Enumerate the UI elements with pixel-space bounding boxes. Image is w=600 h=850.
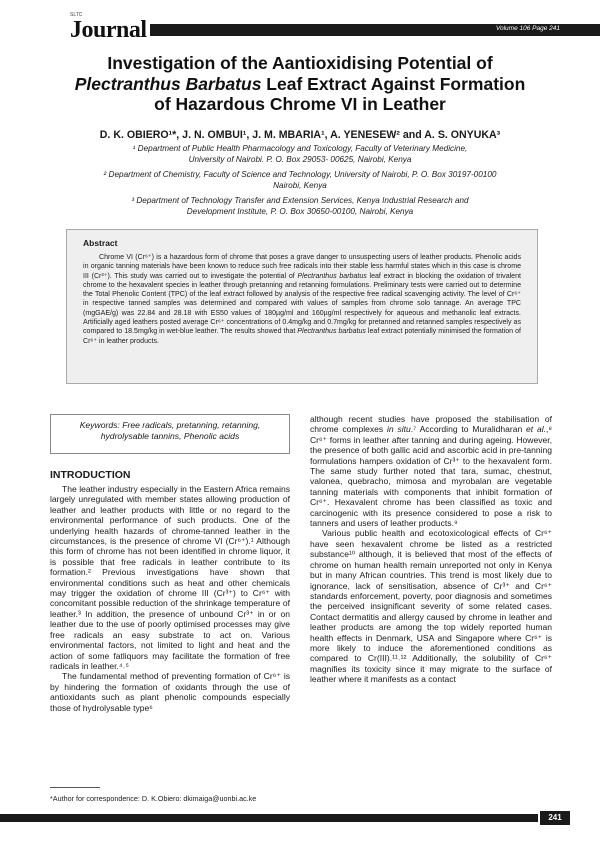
- affiliation-3: [40, 196, 560, 217]
- paragraph: [310, 414, 552, 528]
- title-line: [40, 74, 560, 95]
- abstract-seg: leaf extract in blocking the oxidation of trivalent chrome to the hexavalent species in leather through pretanning and retanning formulations. Preliminary tests were carried out to determine the Total Phenolic Content (TPC) of the leaf extract followed by analysis of the respective free radical scavenging activity. The level of Cr⁶⁺ in respective tanned samples was determined and compared with values of samples from chrome solo tannage. An average TPC (mgGAE/g) was 22.84 and 28.18 with ES50 values of 180µg/ml and 160µg/ml respectively for aqueous and methanolic leaf extracts. Artificially aged leathers posted average Cr⁶⁺ concentrations of 0.4mg/kg and 0.7mg/kg for pretanned and retanned samples respectively as compared to 18.5mg/kg in wet-blue leather. The results showed that: [83, 272, 521, 336]
- correspondence-note: *Author for correspondence: D. K.Obiero: dkimaiga@uonbi.ac.ke: [50, 794, 257, 803]
- right-column: [310, 414, 552, 685]
- affiliation-line: Development Institute, P. O. Box 30650-00100, Nairobi, Kenya: [186, 206, 414, 216]
- affiliation-line: University of Nairobi. P. O. Box 29053- 00625, Nairobi, Kenya: [188, 154, 412, 164]
- title-line-rest: Leaf Extract Against Formation: [261, 73, 526, 94]
- footer-rule: [0, 814, 538, 822]
- text-seg: ,⁸ Cr⁶⁺ forms in leather after tanning and during ageing. However, the presence of both gallic acid and ascorbic acid in pre-tanning formulations hampers oxidation of Cr³⁺ to the hexavalent form. The same study further noted that tara, sumac, chestnut, valonea, quebracho, mimosa and myrobalan are vegetable tanning materials with components that inhibit formation of Cr⁶⁺. Hexavalent chrome has been classified as toxic and carcinogenic with its presence considered to pose a risk to tanners and users of leather products.⁹: [310, 424, 553, 529]
- authors: D. K. OBIERO¹*, J. N. OMBUI¹, J. M. MBARIA¹, A. YENESEW² and A. S. ONYUKA³: [99, 129, 501, 141]
- abstract-heading: Abstract: [83, 238, 118, 248]
- affiliation-1: [40, 144, 560, 165]
- journal-logo: Journal: [70, 17, 147, 43]
- paragraph: Various public health and ecotoxicological effects of Cr⁶⁺ have seen hexavalent chrome be listed as a restricted substance¹⁰ although, it is believed that most of the effects of chrome on human health remain unreported not only in Kenya but in many African countries. This trend is most likely due to ignorance, lack of sensitisation, absence of Cr³⁺ and Cr⁶⁺ standards enforcement, poverty, poor diagnosis and sometimes the perceived insignificant severity of some related cases. Contact dermatitis and allergy caused by chrome in leather and leather products are among the top widely reported human health effects in Denmark, USA and Singapore where Cr⁶⁺ is more likely to induce the aforementioned conditions as compared to Cr(III).¹¹˒¹² Additionally, the solubility of Cr⁶⁺ magnifies its toxicity since it may migrate to the surface of leather where it manifests as a contact: [310, 528, 552, 685]
- text-seg: although recent studies have proposed the stabilisation of chrome complexes: [310, 414, 552, 435]
- affiliation-line: ² Department of Chemistry, Faculty of Science and Technology, University of Nairobi, P. O. Box 30197-00100: [103, 170, 497, 179]
- affiliation-line: ¹ Department of Public Health Pharmacology and Toxicology, Faculty of Veterinary Medicine,: [132, 144, 468, 153]
- brand-small-text: SLTC: [70, 12, 83, 18]
- abstract-seg: Chrome VI (Cr⁶⁺) is a hazardous form of chrome that poses a grave danger to unsuspecting users of leather products. Phenolic acids in organic tanning materials have been known to reduce such free radicals into their stable less harmful states which in this case is chrome III (Cr³⁺). This study was carried out to investigate the potential of: [83, 254, 521, 280]
- abstract-seg: leaf extract potentially minimised the formation of Cr⁶⁺ in leather products.: [83, 328, 521, 345]
- text-italic: in situ: [386, 424, 411, 435]
- page-number: 241: [540, 811, 570, 825]
- abstract-box: [66, 229, 538, 384]
- abstract-species: Plectranthus barbatus: [297, 272, 367, 280]
- title-species: Plectranthus Barbatus: [74, 73, 262, 94]
- affiliation-line: Nairobi, Kenya: [273, 180, 327, 190]
- section-heading-introduction: INTRODUCTION: [50, 469, 131, 481]
- affiliation-line: ³ Department of Technology Transfer and Extension Services, Kenya Industrial Research and: [131, 196, 469, 205]
- left-column: [50, 484, 290, 713]
- paper-title: [40, 53, 560, 115]
- paragraph: The leather industry especially in the Eastern Africa remains largely unregulated with member states allowing production of leather and leather products with little or no regard to the environmental performance of such products. One of the underlying health hazards of chrome-tanned leather in the circumstances, is the presence of chrome VI (Cr⁶⁺).¹ Although this form of chrome has not been identified in chrome liquor, it is possible that free radicals in leather contribute to its formation.² Previous investigations have shown that environmental conditions such as heat and other chemicals may trigger the oxidation of chrome III (Cr³⁺) to Cr⁶⁺ with concomitant possible reduction of the shrinkage temperature of leather.³ In addition, the presence of unbound Cr³⁺ in or on leather due to the use of poorly optimised processes may give free radicals an easy substrate to act on. Various environmental factors, not limited to light and heat and the action of some fatliquors may facilitate the formation of free radicals in leather.⁴˒⁵: [50, 484, 290, 671]
- footnote-rule: [50, 787, 100, 788]
- abstract-species: Plectranthus barbatus: [297, 328, 366, 336]
- header-bar: [0, 12, 600, 43]
- title-line: of Hazardous Chrome VI in Leather: [154, 94, 446, 114]
- affiliation-2: [40, 170, 560, 191]
- abstract-text: [83, 253, 521, 346]
- footer-bar: [0, 811, 600, 825]
- paragraph: The fundamental method of preventing formation of Cr⁶⁺ is by hindering the formation of oxidants through the use of antioxidants such as plant phenolic compounds especially those of hydrolysable type⁶: [50, 671, 290, 713]
- keywords-box: Keywords: Free radicals, pretanning, retanning, hydrolysable tannins, Phenolic acids: [50, 414, 290, 454]
- text-seg: .⁷ According to Muralidharan: [410, 424, 527, 435]
- title-line: Investigation of the Aantioxidising Potential of: [107, 53, 493, 73]
- volume-page: Volume 106 Page 241: [495, 25, 560, 32]
- text-italic: et al.: [526, 424, 547, 435]
